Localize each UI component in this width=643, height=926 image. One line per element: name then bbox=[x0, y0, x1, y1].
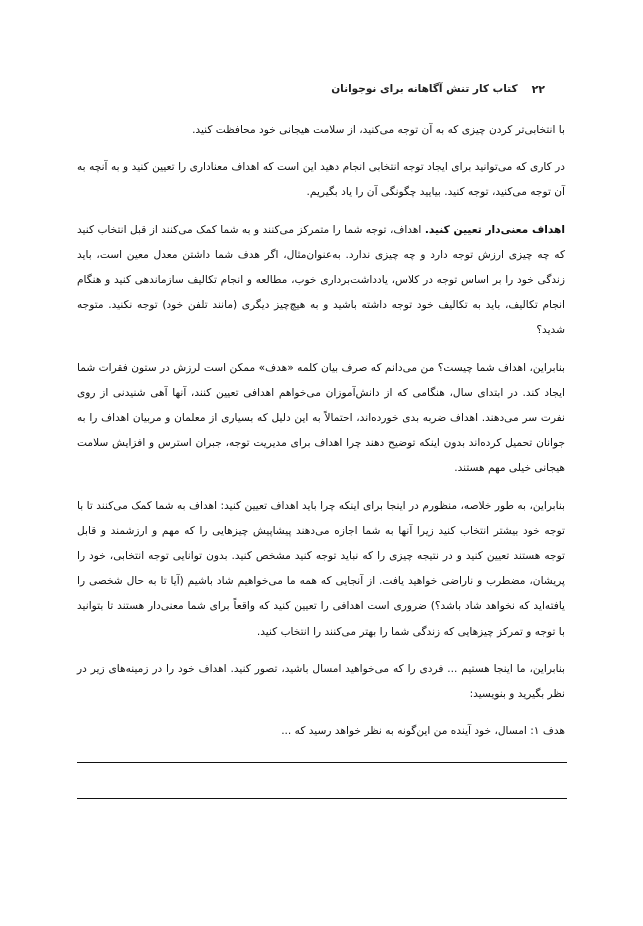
paragraph-4 bbox=[77, 356, 565, 482]
paragraph-3 bbox=[77, 218, 565, 344]
paragraph-1 bbox=[77, 118, 565, 143]
running-header bbox=[100, 80, 545, 98]
answer-line[interactable] bbox=[77, 798, 567, 799]
paragraph-6-text: بنابراین، ما اینجا هستیم ... فردی را که می‌خواهید امسال باشید، تصور کنید. اهداف خود را در زمینه‌های زیر در نظر بگیرید و بنویسید: bbox=[77, 662, 565, 701]
paragraph-4-text: بنابراین، اهداف شما چیست؟ من می‌دانم که صرف بیان کلمه «هدف» ممکن است لرزش در ستون فقرات شما ایجاد کند. در ابتدای سال، هنگامی که از دانش‌آموزان می‌خواهم اهدافی تعیین کنند، آنها آهی شنیدنی از روی نفرت سر می‌دهند. اهداف ضربه بدی خورده‌اند، احتمالاً به این دلیل که بسیاری از معلمان و مربیان اهداف را به جوانان تحمیل کرده‌اند بدون اینکه توضیح دهند چرا اهداف برای مدیریت توجه، جبران استرس و افزایش سلامت هیجانی خیلی مهم هستند. bbox=[77, 361, 565, 475]
paragraph-1-text: با انتخابی‌تر کردن چیزی که به آن توجه می‌کنید، از سلامت هیجانی خود محافظت کنید. bbox=[192, 124, 565, 136]
paragraph-5-text: بنابراین، به طور خلاصه، منظورم در اینجا برای اینکه چرا باید اهداف تعیین کنید: اهداف به شما کمک می‌کنند تا با توجه خود بیشتر انتخاب کنید زیرا آنها به شما اجازه می‌دهند پیشاپیش چیزهایی را که مهم و ارزشمند و قابل توجه هستند تعیین کنید و در نتیجه چیزی را که نباید توجه کنید مشخص کنید. بدون توانایی توجه انتخابی، خود را پریشان، مضطرب و ناراضی خواهید یافت. از آنجایی که همه ما می‌خواهیم شاد باشیم (آیا تا به حال شخصی را یافته‌اید که نخواهد شاد باشد؟) ضروری است اهدافی را تعیین کنید که واقعاً برای شما معنی‌دار هستند تا بتوانید با توجه و تمرکز چیزهایی که زندگی شما را بهتر می‌کنند را انتخاب کنید. bbox=[77, 499, 565, 638]
paragraph-2-text: در کاری که می‌توانید برای ایجاد توجه انتخابی انجام دهید این است که اهداف معناداری را تعیین کنید و به آنچه به آن توجه می‌کنید، توجه کنید. بیایید چگونگی آن را یاد بگیریم. bbox=[77, 161, 565, 199]
paragraph-6 bbox=[77, 657, 565, 707]
paragraph-2 bbox=[77, 155, 565, 205]
body-text bbox=[77, 118, 565, 834]
paragraph-3-lead: اهداف معنی‌دار تعیین کنید. bbox=[424, 223, 565, 236]
page-number: ۲۲ bbox=[531, 82, 545, 96]
paragraph-5 bbox=[77, 494, 565, 645]
paragraph-3-text: اهداف، توجه شما را متمرکز می‌کنند و به شما کمک می‌کنند از قبل انتخاب کنید که چه چیزی ارزش توجه دارد و چه چیزی ندارد. به‌عنوان‌مثال، اگر هدف شما داشتن معدل معین است، باید زندگی خود را بر اساس توجه در کلاس، یادداشت‌برداری خوب، مطالعه و انجام تکالیف سازماندهی کنید و هنگام انجام تکالیف، باید به تکالیف خود توجه داشته باشید و به هیچ‌چیز دیگری (مانند تلفن خود) توجه نکنید. متوجه شدید؟ bbox=[77, 223, 565, 337]
goal-prompt-text: هدف ۱: امسال، خود آینده من این‌گونه به نظر خواهد رسید که ... bbox=[281, 725, 565, 738]
answer-lines bbox=[77, 762, 565, 799]
book-title: کتاب کار تنش آگاهانه برای نوجوانان bbox=[331, 83, 518, 95]
answer-line[interactable] bbox=[77, 762, 567, 763]
goal-prompt bbox=[77, 719, 565, 744]
